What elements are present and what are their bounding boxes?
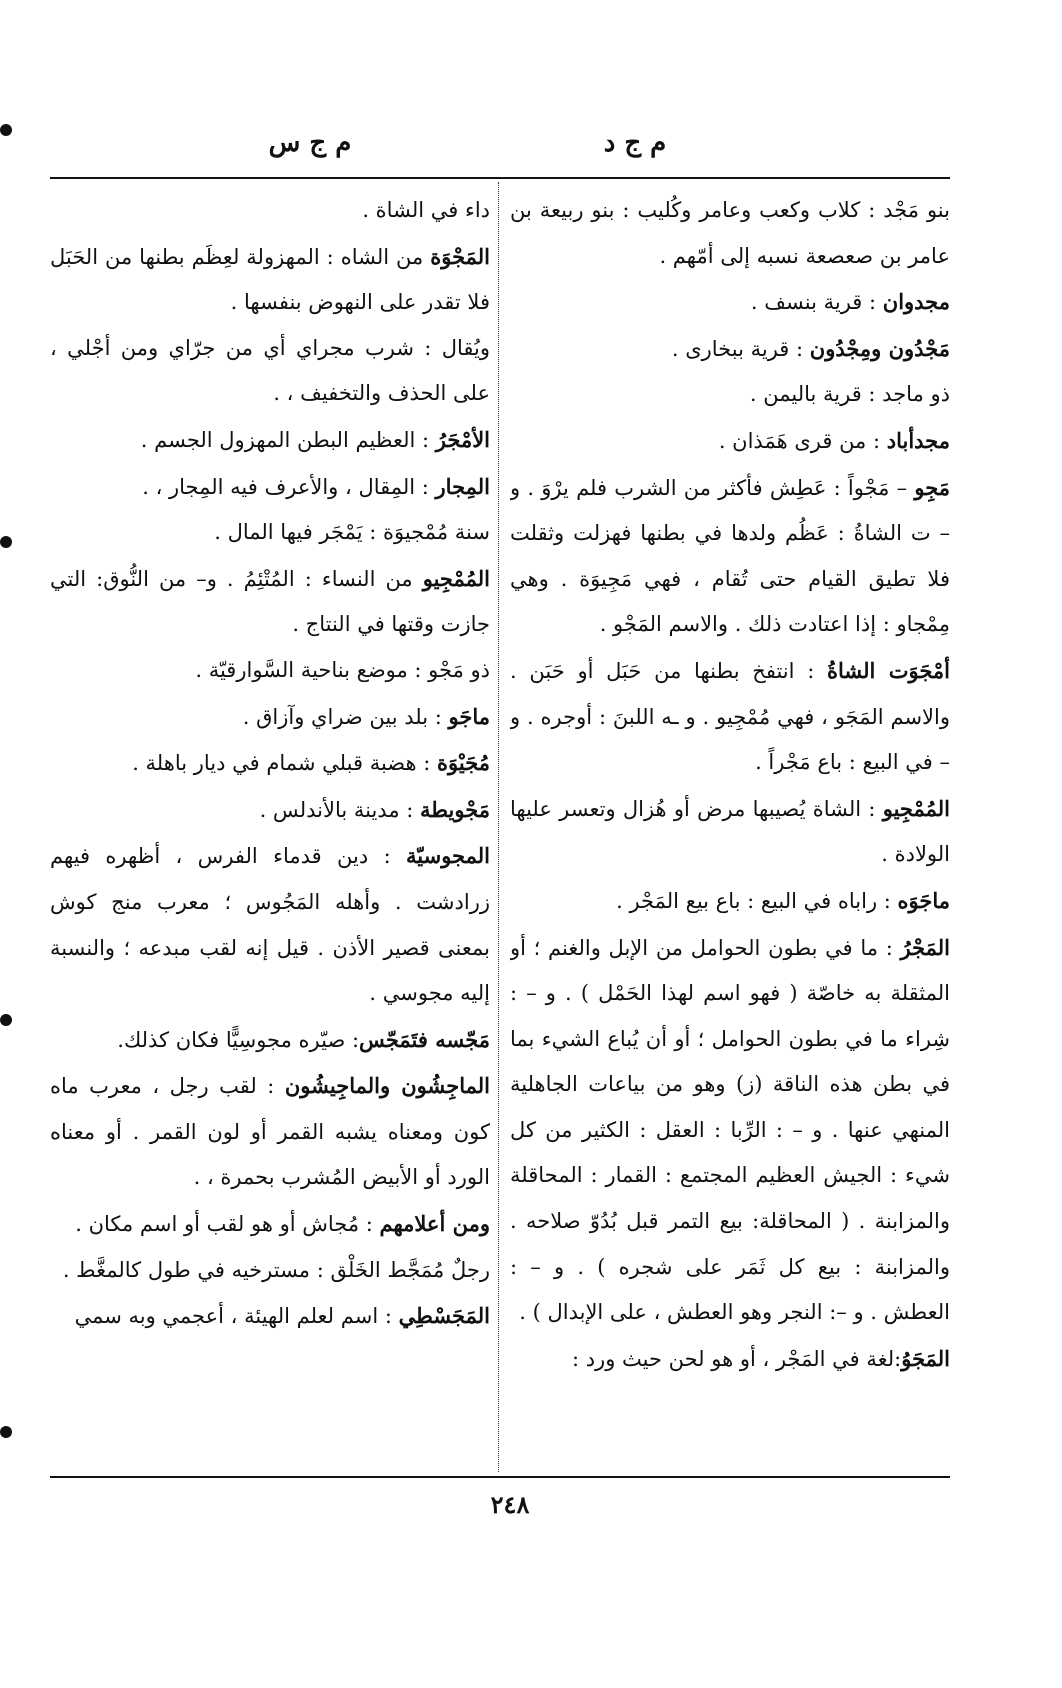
entry-headword: المُمْجِيو bbox=[422, 565, 490, 591]
dictionary-entry bbox=[510, 648, 950, 786]
left-column bbox=[50, 188, 490, 1468]
entry-headword: ماجَوَه bbox=[897, 887, 950, 913]
entry-headword: ومن أعلامهم bbox=[379, 1211, 490, 1237]
entry-definition: ذو مَجْو : موضع بناحية السَّوارقيّة . bbox=[195, 657, 490, 682]
dictionary-entry bbox=[50, 648, 490, 694]
entry-definition: : راباه في البيع : باع بيع المَجْر . bbox=[616, 888, 898, 913]
entry-definition: سنة مُمْجيوَة : يَمْجَر فيها المال . bbox=[214, 520, 490, 545]
entry-definition: : المِقال ، والأعرف فيه المِجار ، . bbox=[142, 474, 436, 499]
entry-headword: أمْجَوَت الشاةُ bbox=[827, 657, 950, 683]
dictionary-entry bbox=[510, 279, 950, 326]
entry-headword: مَجِو bbox=[914, 474, 950, 500]
dictionary-entry bbox=[510, 418, 950, 465]
entry-headword: الماجِشُون والماجِيشُون bbox=[284, 1073, 490, 1099]
margin-mark bbox=[0, 536, 12, 548]
dictionary-entry bbox=[50, 1201, 490, 1248]
header-root-left: م ج س bbox=[268, 128, 352, 158]
entry-headword: الأمْجَرُ bbox=[435, 426, 490, 452]
right-column bbox=[510, 188, 950, 1468]
dictionary-entry bbox=[510, 878, 950, 925]
dictionary-entry bbox=[50, 787, 490, 834]
entry-definition: : مدينة بالأندلس . bbox=[259, 797, 421, 822]
entry-definition: : دين قدماء الفرس ، أظهره فيهم زرادشت . وأهله المَجُوس ؛ معرب منج كوش بمعنى قصير الأذن . قيل إنه لقب مبدعه ؛ والنسبة إليه مجوسي . bbox=[50, 844, 490, 1006]
bottom-rule bbox=[50, 1476, 950, 1478]
entry-headword: مُجَيْوَة bbox=[437, 750, 490, 776]
entry-definition: داء في الشاة . bbox=[362, 198, 490, 222]
entry-definition: ذو ماجد : قرية باليمن . bbox=[749, 382, 950, 407]
entry-headword: المَجْرُ bbox=[900, 934, 950, 960]
margin-mark bbox=[0, 1426, 12, 1438]
dictionary-entry bbox=[50, 234, 490, 326]
dictionary-entry bbox=[510, 786, 950, 878]
entry-definition: : اسم لعلم الهيئة ، أعجمي وبه سمي bbox=[74, 1304, 399, 1329]
header-root-right: م ج د bbox=[603, 128, 667, 158]
dictionary-entry bbox=[510, 465, 950, 648]
dictionary-entry bbox=[50, 417, 490, 464]
entry-headword: المُمْجِيو bbox=[882, 795, 950, 821]
dictionary-entry bbox=[510, 188, 950, 279]
entry-headword: ماجَو bbox=[448, 703, 490, 729]
dictionary-entry bbox=[50, 694, 490, 741]
dictionary-entry bbox=[50, 464, 490, 511]
dictionary-entry bbox=[50, 510, 490, 556]
column-divider bbox=[498, 182, 499, 1472]
entry-headword: المِجار bbox=[435, 473, 490, 499]
dictionary-entry bbox=[50, 326, 490, 417]
entry-definition: : صيّره مجوسِيًّا فكان كذلك. bbox=[117, 1027, 360, 1052]
page-number: ٢٤٨ bbox=[490, 1490, 530, 1519]
entry-definition: : لقب رجل ، معرب ماه كون ومعناه يشبه القمر أو لون القمر . أو معناه الورد أو الأبيض المُشرب بحمرة ، . bbox=[50, 1074, 490, 1190]
entry-definition: : الشاة يُصيبها مرض أو هُزال وتعسر عليها الولادة . bbox=[510, 796, 950, 867]
entry-headword: مَجْويطة bbox=[420, 796, 490, 822]
entry-definition: : انتفخ بطنها من حَبَل أو حَبَن . والاسم المَجَو ، فهي مُمْجِيو . و ـه اللبنَ : أوجره . و – في البيع : باع مَجْراً . bbox=[510, 658, 950, 775]
entry-definition: : هضبة قبلي شمام في ديار باهلة . bbox=[132, 751, 437, 776]
margin-mark bbox=[0, 1014, 12, 1026]
entry-headword: المَجَوُ bbox=[901, 1345, 950, 1371]
entry-definition: : ما في بطون الحوامل من الإبل والغنم ؛ أو المثقلة به خاصّة ( فهو اسم لهذا الحَمْل ) . و – : شِراء ما في بطون الحوامل ؛ أو أن يُباع الشيء بما في بطن هذه الناقة (ز) وهو من بياعات الجاهلية المنهي عنها . و – : الرِّبا : العقل : الكثير من كل شيء : الجيش العظيم المجتمع : القمار : المحاقلة والمزابنة . ( المحاقلة: بيع التمر قبل بُدُوّ صلاحه . والمزابنة : بيع كل ثَمَر على شجره ) . و – : العطش . و –: النجر وهو العطش ، على الإبدال ) . bbox=[510, 935, 950, 1325]
top-rule bbox=[50, 177, 950, 179]
dictionary-entry bbox=[510, 925, 950, 1336]
dictionary-entry bbox=[50, 188, 490, 234]
dictionary-entry bbox=[510, 326, 950, 373]
entry-definition: من النساء : المُتْئِمُ . و– من النُّوق: التي جازت وقتها في النتاج . bbox=[50, 566, 490, 637]
entry-definition: : من قرى هَمَذان . bbox=[718, 428, 887, 453]
entry-definition: :لغة في المَجْر ، أو هو لحن حيث ورد : bbox=[571, 1346, 902, 1371]
dictionary-entry bbox=[50, 833, 490, 1016]
entry-definition: : قرية بنسف . bbox=[750, 290, 883, 315]
dictionary-entry bbox=[50, 740, 490, 787]
entry-definition: : بلد بين ضراي وآزاق . bbox=[242, 704, 449, 729]
entry-definition: – مَجْواً : عَطِش فأكثر من الشرب فلم يرْوَ . و – ت الشاةُ : عَظُم ولدها في بطنها فهزلت وثقلت فلا تطيق القيام حتى تُقام ، فهي مَجِيوَة . وهي مِمْجاو : إذا اعتادت ذلك . والاسم المَجْو . bbox=[510, 475, 950, 637]
entry-definition: : مُجاش أو هو لقب أو اسم مكان . bbox=[75, 1212, 380, 1237]
entry-headword: مَجْدُون ومِجْدُون bbox=[809, 335, 950, 361]
entry-definition: بنو مَجْد : كلاب وكعب وعامر وكُليب : بنو ربيعة بن عامر بن صعصعة نسبه إلى أمّهم . bbox=[510, 198, 950, 268]
dictionary-entry bbox=[50, 1063, 490, 1201]
entry-definition: من الشاه : المهزولة لعِظَم بطنها من الحَبَل فلا تقدر على النهوض بنفسها . bbox=[50, 244, 490, 315]
dictionary-entry bbox=[510, 372, 950, 418]
entry-headword: مجدأباد bbox=[886, 427, 950, 453]
entry-definition: ويُقال : شرب مجراي أي من جرّاي ومن أجْلي ، على الحذف والتخفيف ، . bbox=[50, 335, 490, 406]
entry-headword: مَجّسه فتَمَجّس bbox=[359, 1026, 490, 1052]
dictionary-entry bbox=[50, 1017, 490, 1064]
dictionary-entry bbox=[510, 1336, 950, 1383]
entry-definition: : قرية ببخارى . bbox=[671, 336, 810, 361]
entry-headword: المَجْوَة bbox=[430, 243, 490, 269]
dictionary-entry bbox=[50, 1248, 490, 1294]
dictionary-entry bbox=[50, 556, 490, 648]
dictionary-entry bbox=[50, 1293, 490, 1340]
entry-definition: رجلٌ مُمَجَّط الخَلْق : مسترخيه في طول كالمغَّط . bbox=[62, 1257, 490, 1282]
entry-definition: : العظيم البطن المهزول الجسم . bbox=[140, 427, 436, 452]
entry-headword: مجدوان bbox=[882, 289, 950, 315]
entry-headword: المَجَسْطِي bbox=[398, 1303, 490, 1329]
entry-headword: المجوسيّة bbox=[406, 843, 490, 869]
margin-mark bbox=[0, 124, 12, 136]
